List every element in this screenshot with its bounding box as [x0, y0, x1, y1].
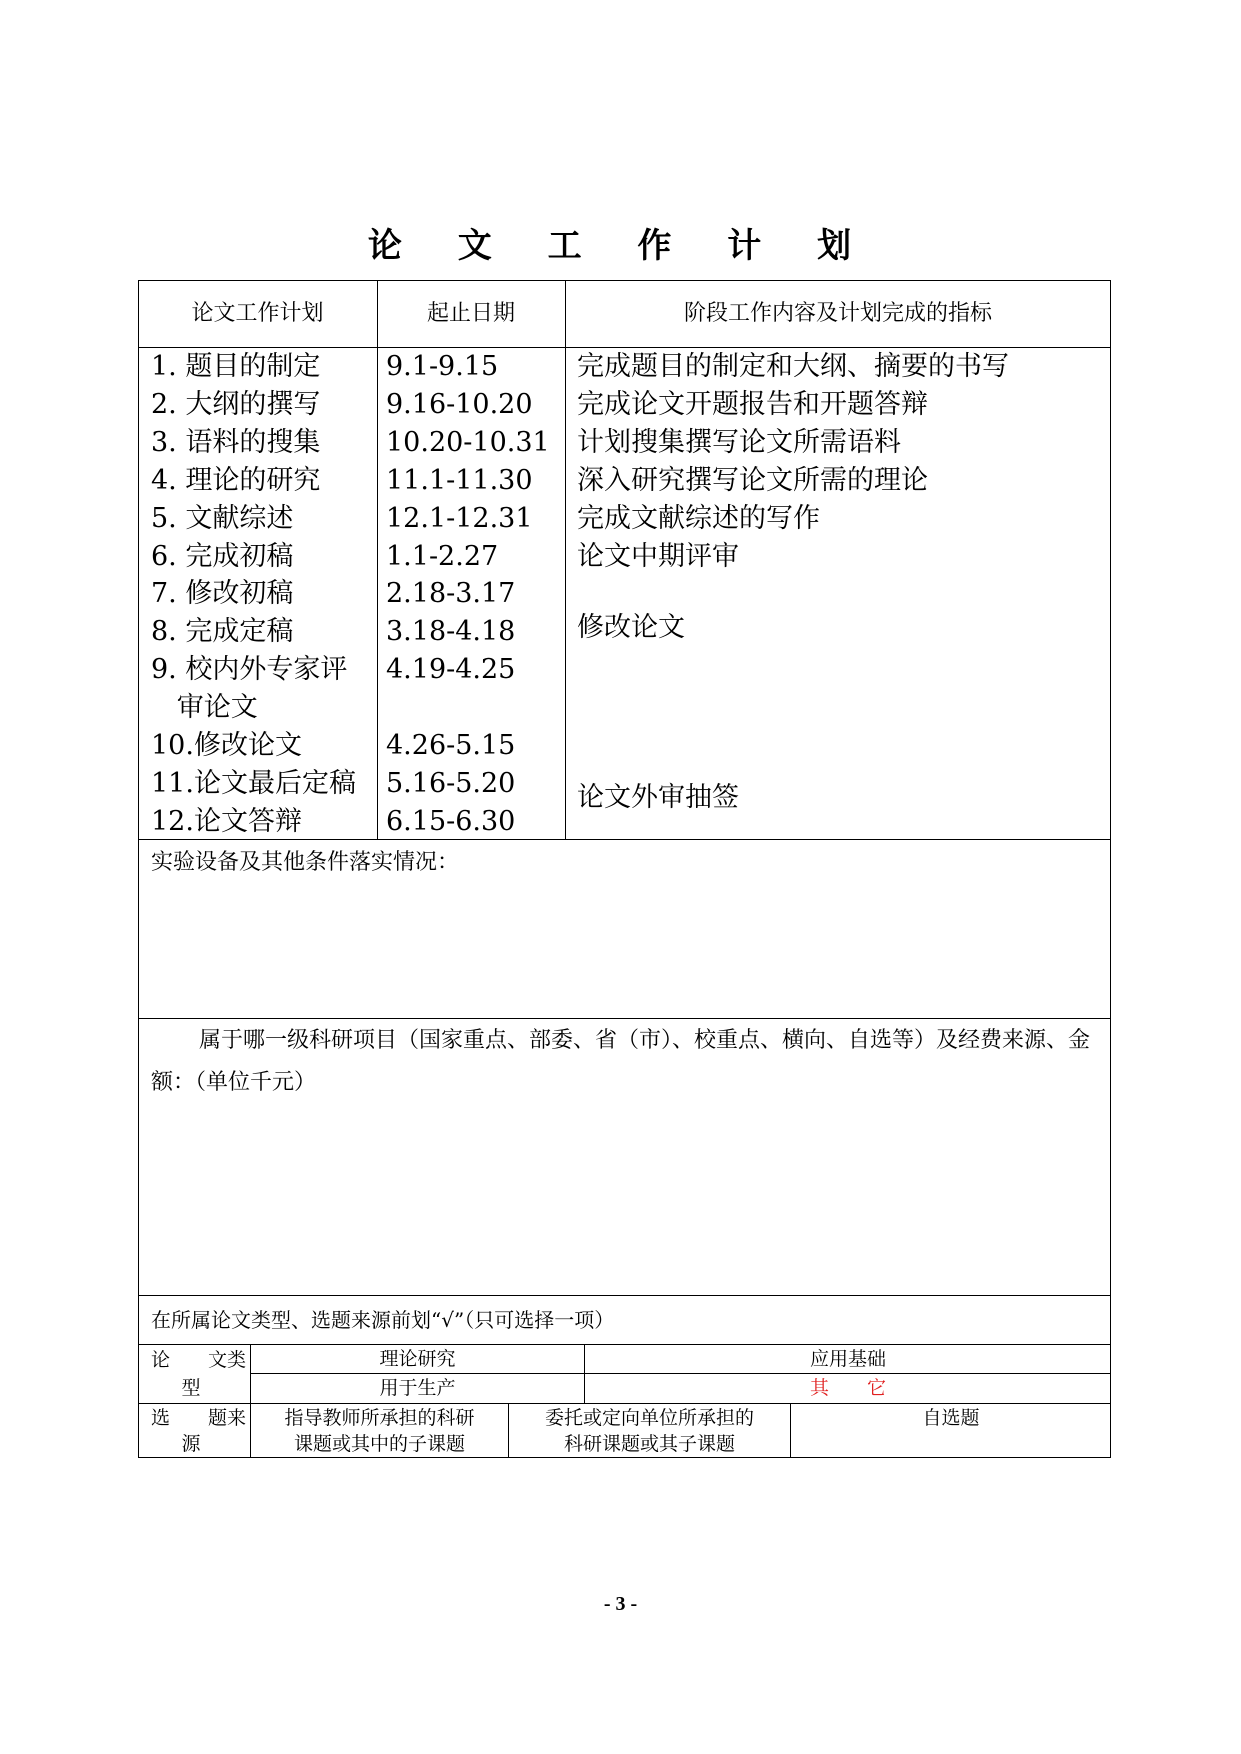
header-plan: 论文工作计划 [191, 301, 324, 326]
page-title: 论 文 工 作 计 划 [367, 226, 874, 266]
date-range: 1.1-2.27 [386, 540, 499, 572]
paper-type-label [151, 1346, 247, 1402]
date-range: 12.1-12.31 [386, 502, 533, 534]
date-range: 4.26-5.15 [386, 730, 516, 762]
option-production[interactable]: 用于生产 [379, 1377, 456, 1399]
equipment-divider [138, 1018, 1111, 1019]
topic-source-label [151, 1405, 247, 1457]
option-entrusted-project[interactable] [509, 1405, 790, 1457]
option-teacher-project-line2: 课题或其中的子课题 [293, 1433, 465, 1455]
plan-item: 审论文 [151, 692, 258, 724]
source-divider [138, 1403, 1111, 1404]
plan-items-list [151, 348, 375, 841]
date-range: 10.20-10.31 [386, 426, 550, 458]
date-range: 2.18-3.17 [386, 578, 516, 610]
header-dates: 起止日期 [426, 301, 515, 326]
plan-item: 3. 语料的搜集 [151, 426, 321, 458]
option-teacher-project[interactable] [251, 1405, 508, 1457]
date-range: 3.18-4.18 [386, 616, 516, 648]
paper-type-label-line2: 型 [181, 1377, 201, 1399]
option-self-selected[interactable]: 自选题 [922, 1407, 980, 1429]
plan-col-divider-1 [377, 280, 378, 840]
option-teacher-project-line1: 指导教师所承担的科研 [284, 1407, 475, 1429]
plan-item: 2. 大纲的撰写 [151, 388, 321, 420]
paper-type-label-line1: 论 文类 [151, 1349, 247, 1371]
option-entrusted-project-line1: 委托或定向单位所承担的 [544, 1407, 754, 1429]
date-range [386, 689, 563, 727]
project-divider [138, 1295, 1111, 1296]
plan-item: 5. 文献综述 [151, 502, 294, 534]
plan-item: 11.论文最后定稿 [151, 767, 356, 799]
plan-item: 9. 校内外专家评 [151, 654, 348, 686]
header-content: 阶段工作内容及计划完成的指标 [683, 301, 992, 326]
plan-item: 7. 修改初稿 [151, 578, 294, 610]
date-range: 4.19-4.25 [386, 654, 516, 686]
plan-item: 10.修改论文 [151, 730, 302, 762]
content-item: 计划搜集撰写论文所需语料 [577, 427, 901, 458]
plan-item: 8. 完成定稿 [151, 616, 294, 648]
option-other[interactable]: 其 它 [809, 1377, 886, 1399]
date-range: 5.16-5.20 [386, 767, 516, 799]
content-item: 修改论文 [577, 612, 685, 643]
dates-list [386, 348, 563, 841]
option-applied-basic[interactable]: 应用基础 [809, 1348, 886, 1370]
content-item: 论文中期评审 [577, 541, 739, 572]
plan-item: 4. 理论的研究 [151, 464, 321, 496]
topic-source-label-line1: 选 题来 [151, 1407, 247, 1429]
date-range: 11.1-11.30 [386, 464, 533, 496]
content-item: 深入研究撰写论文所需的理论 [577, 465, 928, 496]
plan-item: 12.论文答辩 [151, 805, 302, 837]
plan-item: 1. 题目的制定 [151, 351, 321, 382]
topic-source-label-line2: 源 [181, 1433, 201, 1455]
date-range: 9.16-10.20 [386, 388, 533, 420]
plan-col-divider-2 [565, 280, 566, 840]
equipment-label: 实验设备及其他条件落实情况： [151, 850, 460, 875]
content-item: 论文外审抽签 [577, 782, 739, 813]
mark-instruction: 在所属论文类型、选题来源前划“√”（只可选择一项） [151, 1308, 615, 1332]
option-theory-research[interactable]: 理论研究 [379, 1348, 456, 1370]
content-item: 完成题目的制定和大纲、摘要的书写 [577, 351, 1009, 382]
date-range: 9.1-9.15 [386, 351, 499, 382]
page-number: - 3 - [603, 1593, 638, 1615]
project-description: 属于哪一级科研项目（国家重点、部委、省（市）、校重点、横向、自选等）及经费来源、金额：（单位千元） [151, 1028, 1091, 1095]
content-item: 完成论文开题报告和开题答辩 [577, 389, 928, 420]
plan-item: 6. 完成初稿 [151, 540, 294, 572]
option-entrusted-project-line2: 科研课题或其子课题 [563, 1433, 735, 1455]
date-range: 6.15-6.30 [386, 805, 516, 837]
content-item: 完成文献综述的写作 [577, 503, 820, 534]
